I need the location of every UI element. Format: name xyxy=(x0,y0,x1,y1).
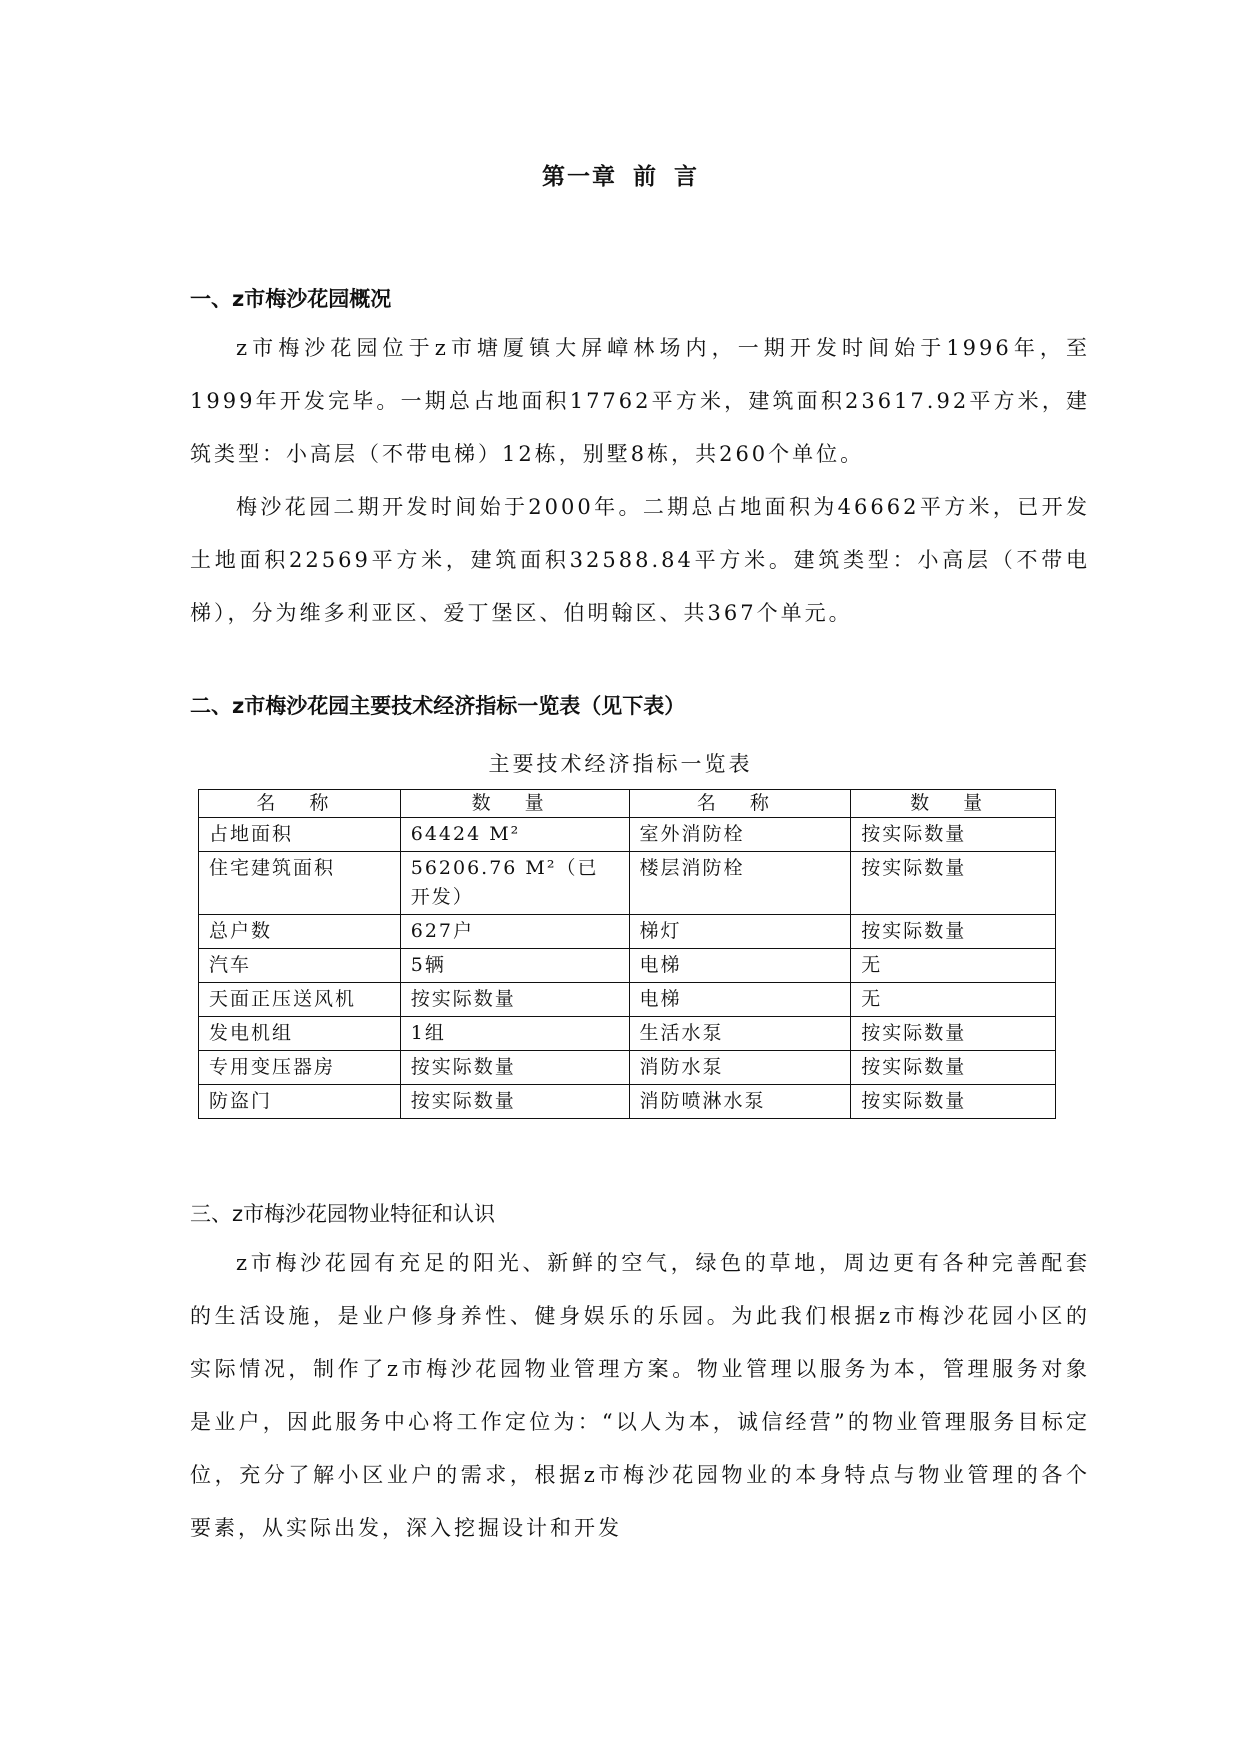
table-cell: 按实际数量 xyxy=(851,1017,1056,1051)
table-cell: 按实际数量 xyxy=(851,852,1056,915)
table-cell: 按实际数量 xyxy=(851,1051,1056,1085)
chapter-title: 第一章 前 言 xyxy=(541,164,699,190)
table-row xyxy=(199,915,1056,949)
table-cell: 按实际数量 xyxy=(400,1051,629,1085)
table-cell: 总户数 xyxy=(199,915,401,949)
section-2-heading: 二、z市梅沙花园主要技术经济指标一览表（见下表） xyxy=(190,694,686,718)
table-cell: 无 xyxy=(851,949,1056,983)
table-cell: 按实际数量 xyxy=(851,1085,1056,1119)
table-caption: 主要技术经济指标一览表 xyxy=(488,752,753,776)
table-cell: 按实际数量 xyxy=(851,915,1056,949)
table-row xyxy=(199,1017,1056,1051)
section-1-body xyxy=(190,322,1090,640)
section-1-paragraph-2: 梅沙花园二期开发时间始于2000年。二期总占地面积为46662平方米，已开发土地面积22569平方米，建筑面积32588.84平方米。建筑类型：小高层（不带电梯），分为维多利亚区、爱丁堡区、伯明翰区、共367个单元。 xyxy=(190,495,1090,625)
table-cell: 防盗门 xyxy=(199,1085,401,1119)
table-cell: 5辆 xyxy=(400,949,629,983)
table-cell: 64424 M² xyxy=(400,818,629,852)
table-cell: 消防喷淋水泵 xyxy=(629,1085,851,1119)
table-cell: 占地面积 xyxy=(199,818,401,852)
table-cell: 1组 xyxy=(400,1017,629,1051)
table-row xyxy=(199,1051,1056,1085)
table-row xyxy=(199,852,1056,915)
table-cell: 室外消防栓 xyxy=(629,818,851,852)
table-row xyxy=(199,949,1056,983)
column-header: 数 量 xyxy=(851,790,1056,818)
table-cell: 生活水泵 xyxy=(629,1017,851,1051)
column-header: 数 量 xyxy=(400,790,629,818)
table-row xyxy=(199,983,1056,1017)
indicator-table xyxy=(198,789,1056,1119)
table-header-row xyxy=(199,790,1056,818)
table-cell: 住宅建筑面积 xyxy=(199,852,401,915)
table-cell: 发电机组 xyxy=(199,1017,401,1051)
table-cell: 无 xyxy=(851,983,1056,1017)
table-cell: 天面正压送风机 xyxy=(199,983,401,1017)
table-cell: 梯灯 xyxy=(629,915,851,949)
section-3-body xyxy=(190,1237,1090,1555)
section-3-paragraph-1: z市梅沙花园有充足的阳光、新鲜的空气，绿色的草地，周边更有各种完善配套的生活设施，是业户修身养性、健身娱乐的乐园。为此我们根据z市梅沙花园小区的实际情况，制作了z市梅沙花园物业管理方案。物业管理以服务为本，管理服务对象是业户，因此服务中心将工作定位为：“以人为本，诚信经营”的物业管理服务目标定位，充分了解小区业户的需求，根据z市梅沙花园物业的本身特点与物业管理的各个要素，从实际出发，深入挖掘设计和开发 xyxy=(190,1251,1090,1540)
table-cell: 按实际数量 xyxy=(400,1085,629,1119)
table-cell: 楼层消防栓 xyxy=(629,852,851,915)
table-cell: 电梯 xyxy=(629,983,851,1017)
table-row xyxy=(199,1085,1056,1119)
table-cell: 按实际数量 xyxy=(400,983,629,1017)
table-cell: 627户 xyxy=(400,915,629,949)
table-cell: 电梯 xyxy=(629,949,851,983)
section-3-heading: 三、z市梅沙花园物业特征和认识 xyxy=(190,1202,496,1226)
table-cell: 消防水泵 xyxy=(629,1051,851,1085)
table-cell: 汽车 xyxy=(199,949,401,983)
section-1-paragraph-1: z市梅沙花园位于z市塘厦镇大屏嶂林场内，一期开发时间始于1996年，至1999年开发完毕。一期总占地面积17762平方米，建筑面积23617.92平方米，建筑类型：小高层（不带电梯）12栋，别墅8栋，共260个单位。 xyxy=(190,336,1090,466)
column-header: 名 称 xyxy=(199,790,401,818)
section-1-heading: 一、z市梅沙花园概况 xyxy=(190,287,392,311)
column-header: 名 称 xyxy=(629,790,851,818)
table-cell: 专用变压器房 xyxy=(199,1051,401,1085)
table-row xyxy=(199,818,1056,852)
table-cell: 按实际数量 xyxy=(851,818,1056,852)
table-cell: 56206.76 M²（已开发） xyxy=(400,852,629,915)
